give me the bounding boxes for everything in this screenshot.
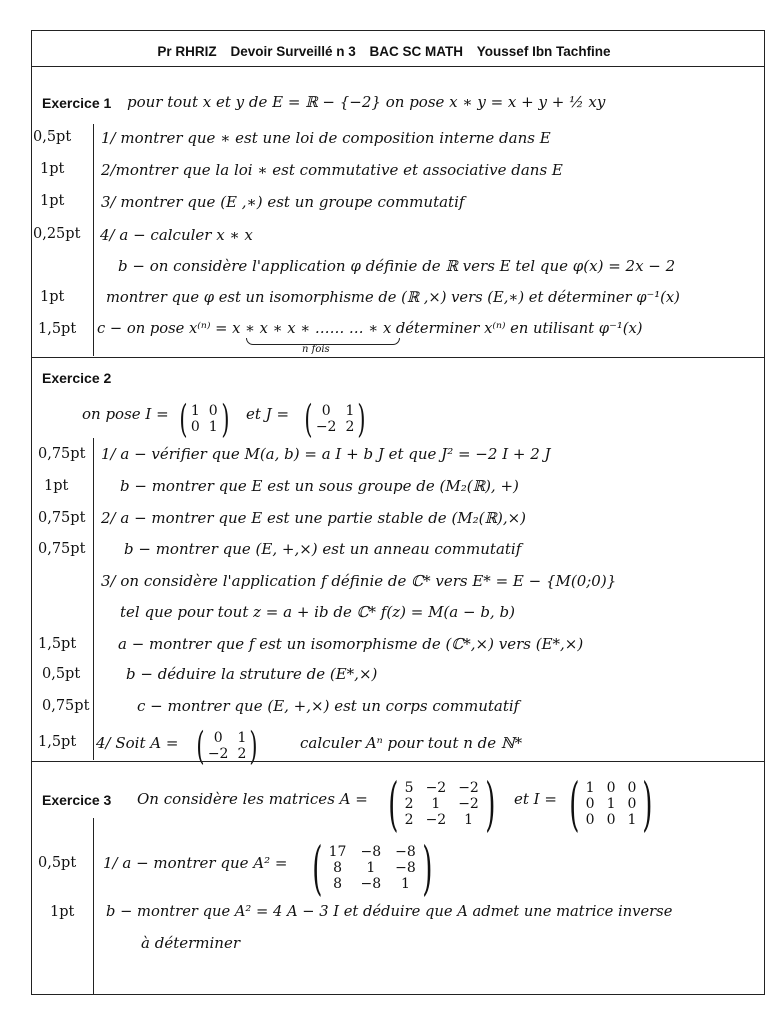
ex2-q1b-points: 1pt xyxy=(44,478,69,494)
matrix-cell: −2 xyxy=(315,419,337,435)
matrix-cell: 8 xyxy=(333,860,343,876)
matrix-cell: 1 xyxy=(464,812,473,828)
matrix-cell: 17 xyxy=(328,844,347,860)
matrix-cell: 0 xyxy=(627,796,637,812)
ex3-q2-continuation: à déterminer xyxy=(141,934,240,952)
matrix-A-3x3: ( 5 −2 −2 2 1 −2 2 −2 1 ) xyxy=(388,770,496,838)
exercise-1-points-column-line xyxy=(93,124,94,356)
matrix-cell: 1 xyxy=(366,860,376,876)
exercise-2-intro-I: on pose I = xyxy=(82,405,169,423)
exercise-2-label: Exercice 2 xyxy=(42,370,112,386)
matrix-J-cells xyxy=(316,403,355,435)
matrix-cell: 1 xyxy=(208,419,218,435)
matrix-I-3x3-cells xyxy=(586,780,637,828)
matrix-cell: 1 xyxy=(190,403,200,419)
ex1-q4b2-points: 1pt xyxy=(40,289,65,305)
matrix-cell: 1 xyxy=(431,796,441,812)
matrix-A-3x3-cells xyxy=(405,780,479,828)
ex1-q4c-points: 1,5pt xyxy=(38,321,77,337)
ex3-q2-text: b − montrer que A² = 4 A − 3 I et déduire que A admet une matrice inverse xyxy=(106,903,673,920)
matrix-cell: 1 xyxy=(237,730,247,746)
ex2-q1a-text: 1/ a − vérifier que M(a, b) = a I + b J et que J² = −2 I + 2 J xyxy=(101,445,551,463)
ex2-q3a-points: 1,5pt xyxy=(38,636,77,652)
ex2-q2b-points: 0,75pt xyxy=(38,541,86,557)
matrix-cell: −2 xyxy=(458,780,479,796)
matrix-cell: 2 xyxy=(404,796,414,812)
matrix-cell: 0 xyxy=(213,730,223,746)
ex2-q2a-points: 0,75pt xyxy=(38,510,86,526)
matrix-cell: −8 xyxy=(395,860,416,876)
matrix-cell: 5 xyxy=(404,780,414,796)
n-fois-label: n fois xyxy=(302,344,330,355)
header-school: Youssef Ibn Tachfine xyxy=(476,44,611,59)
ex2-q3-def-text: tel que pour tout z = a + ib de ℂ* f(z) = M(a − b, b) xyxy=(120,603,515,621)
ex2-q3c-points: 0,75pt xyxy=(42,698,90,714)
header-author: Pr RHRIZ xyxy=(157,44,217,59)
matrix-cell: 2 xyxy=(237,746,247,762)
page-header xyxy=(0,44,768,59)
matrix-cell: 0 xyxy=(321,403,331,419)
matrix-cell: 0 xyxy=(190,419,200,435)
matrix-cell: −8 xyxy=(395,844,416,860)
matrix-J-2x2: ( 0 1 −2 2 ) xyxy=(304,397,366,441)
ex1-q2-text: 2/montrer que la loi ∗ est commutative et associative dans E xyxy=(101,161,563,179)
ex2-q3a-text: a − montrer que f est un isomorphisme de (ℂ*,×) vers (E*,×) xyxy=(118,635,584,653)
matrix-A-squared-cells xyxy=(329,844,416,892)
ex2-q4-text: 4/ Soit A = xyxy=(96,734,179,752)
ex2-q3c-text: c − montrer que (E, +,×) est un corps commutatif xyxy=(137,697,520,715)
matrix-cell: 0 xyxy=(585,812,595,828)
exercise-2-intro-J: et J = xyxy=(246,405,290,423)
exercise-3-points-column-line xyxy=(93,818,94,995)
ex2-q4-points: 1,5pt xyxy=(38,734,77,750)
matrix-I-2x2: ( 1 0 0 1 ) xyxy=(179,397,230,441)
ex1-q4c-text: c − on pose x⁽ⁿ⁾ = x ∗ x ∗ x ∗ …… … ∗ x déterminer x⁽ⁿ⁾ en utilisant φ⁻¹(x) xyxy=(97,320,643,337)
matrix-cell: −2 xyxy=(458,796,479,812)
ex2-q3b-points: 0,5pt xyxy=(42,666,81,682)
matrix-cell: −2 xyxy=(425,780,447,796)
matrix-cell: 0 xyxy=(606,780,616,796)
matrix-cell: 0 xyxy=(627,780,637,796)
matrix-cell: −2 xyxy=(425,812,447,828)
exercise-1-label: Exercice 1 xyxy=(42,95,112,111)
matrix-cell: −8 xyxy=(360,876,382,892)
matrix-cell: 1 xyxy=(585,780,595,796)
exercise-3-and-I: et I = xyxy=(514,790,557,808)
ex3-q1-points: 0,5pt xyxy=(38,855,77,871)
exercise-1-divider xyxy=(31,357,765,358)
matrix-cell: 2 xyxy=(345,419,355,435)
ex2-q2b-text: b − montrer que (E, +,×) est un anneau commutatif xyxy=(124,540,522,558)
ex2-q4-tail-text: calculer Aⁿ pour tout n de ℕ* xyxy=(300,734,523,752)
header-level: BAC SC MATH xyxy=(369,44,464,59)
ex3-q1-text: 1/ a − montrer que A² = xyxy=(103,854,288,872)
ex1-q3-points: 1pt xyxy=(40,193,65,209)
matrix-cell: 1 xyxy=(606,796,616,812)
ex2-q1b-text: b − montrer que E est un sous groupe de (M₂(ℝ), +) xyxy=(120,477,519,495)
matrix-cell: 0 xyxy=(585,796,595,812)
ex1-q1-points: 0,5pt xyxy=(33,129,72,145)
ex1-q2-points: 1pt xyxy=(40,161,65,177)
ex1-q4b2-text: montrer que φ est un isomorphisme de (ℝ ,×) vers (E,∗) et déterminer φ⁻¹(x) xyxy=(106,289,680,306)
matrix-cell: 8 xyxy=(333,876,343,892)
header-divider xyxy=(31,66,765,67)
exercise-2-points-column-line xyxy=(93,438,94,760)
matrix-cell: 1 xyxy=(345,403,355,419)
matrix-A-2x2-cells xyxy=(208,730,247,762)
exercise-3-intro: On considère les matrices A = xyxy=(137,790,368,808)
exercise-2-divider xyxy=(31,761,765,762)
ex1-q3-text: 3/ montrer que (E ,∗) est un groupe commutatif xyxy=(101,193,465,211)
ex2-q1a-points: 0,75pt xyxy=(38,446,86,462)
matrix-A-2x2: ( 0 1 −2 2 ) xyxy=(196,724,258,768)
header-title: Devoir Surveillé n 3 xyxy=(230,44,356,59)
matrix-A-squared: ( 17 −8 −8 8 1 −8 8 −8 1 ) xyxy=(312,834,433,902)
matrix-I-3x3: ( 1 0 0 0 1 0 0 0 1 ) xyxy=(569,770,653,838)
ex2-q3b-text: b − déduire la struture de (E*,×) xyxy=(126,665,378,683)
matrix-cell: −8 xyxy=(360,844,382,860)
ex1-q4a-text: 4/ a − calculer x ∗ x xyxy=(100,226,253,244)
matrix-cell: −2 xyxy=(207,746,229,762)
matrix-cell: 2 xyxy=(404,812,414,828)
matrix-I-cells xyxy=(191,403,218,435)
ex2-q3-text: 3/ on considère l'application f définie de ℂ* vers E* = E − {M(0;0)} xyxy=(101,572,617,590)
matrix-cell: 0 xyxy=(208,403,218,419)
matrix-cell: 0 xyxy=(606,812,616,828)
ex1-q1-text: 1/ montrer que ∗ est une loi de composition interne dans E xyxy=(101,129,551,147)
ex1-q4-points: 0,25pt xyxy=(33,226,81,242)
exercise-3-label: Exercice 3 xyxy=(42,792,112,808)
exercise-1-intro: pour tout x et y de E = ℝ − {−2} on pose x ∗ y = x + y + ½ xy xyxy=(127,93,606,111)
ex1-q4b-text: b − on considère l'application φ définie de ℝ vers E tel que φ(x) = 2x − 2 xyxy=(118,257,676,275)
matrix-cell: 1 xyxy=(627,812,637,828)
ex2-q2a-text: 2/ a − montrer que E est une partie stable de (M₂(ℝ),×) xyxy=(101,509,527,527)
ex3-q2-points: 1pt xyxy=(50,904,75,920)
matrix-cell: 1 xyxy=(400,876,410,892)
